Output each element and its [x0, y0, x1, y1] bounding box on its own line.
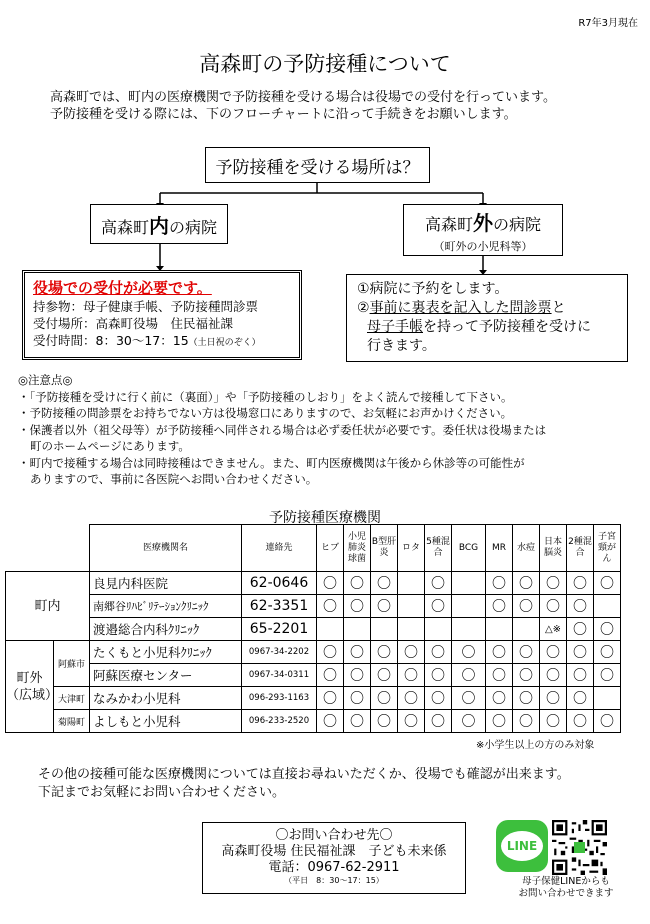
col-header-name: 医療機関名 — [90, 525, 242, 572]
vaccine-availability-cell: 〇 — [567, 641, 594, 664]
vaccine-availability-cell: 〇 — [371, 572, 398, 595]
vaccine-availability-cell: 〇 — [513, 641, 540, 664]
table-header-row — [6, 525, 621, 572]
vaccine-availability-cell: 〇 — [486, 687, 513, 710]
outside-sub: （町外の小児科等） — [433, 239, 533, 253]
vaccine-availability-cell: 〇 — [371, 710, 398, 733]
outside-emphasis: 外 — [473, 210, 493, 235]
institution-name: 南郷谷ﾘﾊﾋﾞﾘﾃｰｼｮﾝｸﾘﾆｯｸ — [90, 595, 242, 618]
institution-name: 渡邉総合内科ｸﾘﾆｯｸ — [90, 618, 242, 641]
qr-code-icon[interactable] — [552, 820, 607, 875]
closing-line: その他の接種可能な医療機関については直接お尋ねいただくか、役場でも確認が出来ます。 — [38, 767, 570, 782]
vaccine-availability-cell: 〇 — [540, 641, 567, 664]
line-logo-text: LINE — [501, 831, 543, 861]
vaccine-availability-cell: 〇 — [513, 572, 540, 595]
vaccine-availability-cell: 〇 — [398, 641, 425, 664]
institution-tel: 0967-34-2202 — [242, 641, 317, 664]
vaccine-availability-cell: 〇 — [540, 664, 567, 687]
table-row — [6, 572, 621, 595]
table-title: 予防接種医療機関 — [269, 510, 381, 526]
vaccine-availability-cell: 〇 — [425, 595, 452, 618]
vaccine-availability-cell: 〇 — [567, 572, 594, 595]
vaccine-availability-cell — [371, 618, 398, 641]
vaccine-availability-cell — [452, 572, 486, 595]
institution-name: よしもと小児科 — [90, 710, 242, 733]
contact-phone[interactable]: 電話：0967-62-2911 — [268, 860, 400, 875]
vaccine-availability-cell: 〇 — [317, 572, 344, 595]
institution-tel: 62-3351 — [242, 595, 317, 618]
vaccine-availability-cell: 〇 — [567, 687, 594, 710]
vaccine-availability-cell: 〇 — [513, 664, 540, 687]
institution-name: 阿蘇医療センター — [90, 664, 242, 687]
vaccine-availability-cell: 〇 — [344, 641, 371, 664]
vaccine-availability-cell: 〇 — [452, 664, 486, 687]
vaccine-availability-cell: 〇 — [317, 641, 344, 664]
institution-tel: 096-233-2520 — [242, 710, 317, 733]
col-header-vaccine: ロタ — [398, 525, 425, 572]
table-footnote: ※小学生以上の方のみ対象 — [476, 740, 595, 751]
vaccine-availability-cell: 〇 — [567, 710, 594, 733]
institution-name: 良見内科医院 — [90, 572, 242, 595]
outside-procedure-box — [346, 274, 628, 362]
outside-step-2-underlined: 事前に裏表を記入した問診票 — [369, 300, 552, 316]
institution-tel: 65-2201 — [242, 618, 317, 641]
closing-text — [38, 766, 570, 802]
vaccine-availability-cell: 〇 — [452, 687, 486, 710]
vaccine-availability-cell: 〇 — [344, 710, 371, 733]
table-row — [6, 595, 621, 618]
col-header-vaccine: 水痘 — [513, 525, 540, 572]
col-header-vaccine: 子宮頸がん — [594, 525, 621, 572]
inside-procedure-box — [22, 270, 302, 360]
vaccine-availability-cell: 〇 — [425, 710, 452, 733]
vaccine-availability-cell — [594, 687, 621, 710]
vaccine-availability-cell: 〇 — [371, 595, 398, 618]
vaccine-availability-cell: 〇 — [486, 572, 513, 595]
vaccine-availability-cell: 〇 — [540, 687, 567, 710]
col-header-vaccine: 日本脳炎 — [540, 525, 567, 572]
line-caption-line: お問い合わせできます — [518, 888, 614, 899]
vaccine-availability-cell: 〇 — [567, 664, 594, 687]
vaccine-availability-cell: 〇 — [371, 641, 398, 664]
vaccine-availability-cell: 〇 — [398, 710, 425, 733]
contact-box — [202, 822, 466, 894]
vaccine-availability-cell: 〇 — [425, 641, 452, 664]
region-label: 町内 — [6, 572, 90, 641]
issue-date: R7年3月現在 — [578, 18, 638, 29]
medical-institution-table — [5, 524, 621, 733]
reception-hours-note: （土日祝のぞく） — [188, 338, 261, 348]
vaccine-availability-cell: 〇 — [317, 664, 344, 687]
vaccine-availability-cell: 〇 — [540, 595, 567, 618]
vaccine-availability-cell: 〇 — [594, 664, 621, 687]
vaccine-availability-cell: 〇 — [344, 687, 371, 710]
outside-step-1: ①病院に予約をします。 — [357, 281, 509, 297]
municipality-label: 阿蘇市 — [54, 641, 90, 687]
vaccine-availability-cell: 〇 — [452, 641, 486, 664]
vaccine-availability-cell — [594, 595, 621, 618]
flow-inside-hospital-box — [90, 204, 228, 244]
line-app-icon — [496, 820, 548, 872]
note-item: ・保護者以外（祖父母等）が予防接種へ同伴される場合は必ず委任状が必要です。委任状は役場または — [18, 422, 547, 437]
notes-heading: ◎注意点◎ — [18, 373, 73, 387]
table-row — [6, 641, 621, 664]
vaccine-availability-cell: 〇 — [594, 618, 621, 641]
institution-name: たくもと小児科ｸﾘﾆｯｸ — [90, 641, 242, 664]
vaccine-availability-cell: 〇 — [425, 687, 452, 710]
vaccine-availability-cell — [398, 595, 425, 618]
vaccine-availability-cell: 〇 — [486, 641, 513, 664]
page-title: 高森町の予防接種について — [199, 52, 451, 76]
vaccine-availability-cell: 〇 — [486, 664, 513, 687]
contact-department: 高森町役場 住民福祉課 子ども未来係 — [221, 844, 447, 859]
intro-line: 予防接種を受ける際には、下のフローチャートに沿って手続きをお願いします。 — [50, 107, 517, 122]
contact-heading: 〇お問い合わせ先〇 — [275, 828, 393, 843]
vaccine-availability-cell: 〇 — [452, 710, 486, 733]
contact-hours: （平日 8：30～17：15） — [284, 876, 384, 885]
vaccine-availability-cell: 〇 — [371, 687, 398, 710]
inside-emphasis: 内 — [149, 213, 169, 238]
table-row — [6, 710, 621, 733]
vaccine-availability-cell: 〇 — [594, 572, 621, 595]
vaccine-availability-cell: 〇 — [594, 641, 621, 664]
vaccine-availability-cell — [317, 618, 344, 641]
vaccine-availability-cell: 〇 — [317, 595, 344, 618]
municipality-label: 大津町 — [54, 687, 90, 710]
notes-section — [18, 372, 638, 488]
vaccine-availability-cell: △※ — [540, 618, 567, 641]
institution-tel: 096-293-1163 — [242, 687, 317, 710]
table-row — [6, 687, 621, 710]
outside-post: の病院 — [493, 214, 542, 234]
flow-outside-hospital-box — [403, 204, 563, 256]
vaccine-availability-cell — [486, 618, 513, 641]
vaccine-availability-cell: 〇 — [486, 710, 513, 733]
outside-step-2-num: ② — [357, 300, 370, 316]
municipality-label: 菊陽町 — [54, 710, 90, 733]
intro-line: 高森町では、町内の医療機関で予防接種を受ける場合は役場での受付を行っています。 — [50, 90, 556, 105]
vaccine-availability-cell: 〇 — [513, 687, 540, 710]
vaccine-availability-cell — [452, 595, 486, 618]
outside-step-2-cont: を持って予防接種を受けに — [423, 319, 591, 335]
note-item: ・予防接種の問診票をお持ちでない方は役場窓口にありますので、お気軽にお声かけください。 — [18, 406, 513, 420]
reception-hours: 受付時間：8：30～17：15 — [33, 333, 189, 348]
table-row — [6, 618, 621, 641]
table-row — [6, 664, 621, 687]
vaccine-availability-cell: 〇 — [317, 710, 344, 733]
vaccine-availability-cell: 〇 — [594, 710, 621, 733]
vaccine-availability-cell: 〇 — [344, 664, 371, 687]
vaccine-availability-cell: 〇 — [486, 595, 513, 618]
institution-tel: 62-0646 — [242, 572, 317, 595]
region-label: 町外（広域） — [6, 641, 54, 733]
inside-post: の病院 — [169, 217, 218, 237]
vaccine-availability-cell — [398, 572, 425, 595]
vaccine-availability-cell: 〇 — [567, 618, 594, 641]
vaccine-availability-cell — [425, 618, 452, 641]
col-header-vaccine: B型肝炎 — [371, 525, 398, 572]
inside-pre: 高森町 — [100, 217, 149, 237]
note-item: 町のホームページにあります。 — [30, 439, 190, 453]
outside-step-2-end: 行きます。 — [367, 338, 436, 354]
flow-question-box: 予防接種を受ける場所は？ — [205, 147, 430, 183]
col-header-vaccine: ヒブ — [317, 525, 344, 572]
outside-step-2-post: と — [551, 300, 566, 316]
vaccine-availability-cell: 〇 — [398, 687, 425, 710]
col-header-vaccine: BCG — [452, 525, 486, 572]
note-item: ・町内で接種する場合は同時接種はできません。また、町内医療機関は午後から休診等の可能性が — [18, 455, 525, 470]
vaccine-availability-cell: 〇 — [540, 572, 567, 595]
vaccine-availability-cell: 〇 — [371, 664, 398, 687]
col-header-vaccine: 2種混合 — [567, 525, 594, 572]
col-header-vaccine: MR — [486, 525, 513, 572]
outside-step-2-handbook: 母子手帳 — [367, 319, 423, 335]
vaccine-availability-cell: 〇 — [425, 572, 452, 595]
vaccine-availability-cell — [398, 618, 425, 641]
vaccine-availability-cell — [513, 618, 540, 641]
vaccine-availability-cell: 〇 — [567, 595, 594, 618]
vaccine-availability-cell: 〇 — [398, 664, 425, 687]
institution-name: なみかわ小児科 — [90, 687, 242, 710]
vaccine-availability-cell: 〇 — [513, 710, 540, 733]
line-caption — [496, 876, 636, 900]
col-header-vaccine: 5種混合 — [425, 525, 452, 572]
note-item: ありますので、事前に各医院へお問い合わせください。 — [30, 472, 318, 486]
outside-pre: 高森町 — [424, 214, 473, 234]
inside-procedure-item: 持参物：母子健康手帳、予防接種問診票 — [33, 299, 259, 314]
col-header-tel: 連絡先 — [242, 525, 317, 572]
closing-line: 下記までお気軽にお問い合わせください。 — [38, 785, 286, 800]
vaccine-availability-cell: 〇 — [425, 664, 452, 687]
institution-tel: 0967-34-0311 — [242, 664, 317, 687]
line-caption-line: 母子保健LINEからも — [522, 876, 610, 887]
note-item: ・「予防接種を受けに行く前に（裏面）」や「予防接種のしおり」をよく読んで接種して下さい。 — [18, 389, 513, 404]
vaccine-availability-cell: 〇 — [540, 710, 567, 733]
vaccine-availability-cell: 〇 — [344, 572, 371, 595]
vaccine-availability-cell: 〇 — [513, 595, 540, 618]
vaccine-availability-cell: 〇 — [344, 595, 371, 618]
inside-procedure-item: 受付場所：高森町役場 住民福祉課 — [33, 316, 234, 331]
vaccine-availability-cell: 〇 — [317, 687, 344, 710]
vaccine-availability-cell — [344, 618, 371, 641]
col-header-vaccine: 小児肺炎球菌 — [344, 525, 371, 572]
inside-procedure-heading: 役場での受付が必要です。 — [33, 279, 212, 297]
vaccine-availability-cell — [452, 618, 486, 641]
